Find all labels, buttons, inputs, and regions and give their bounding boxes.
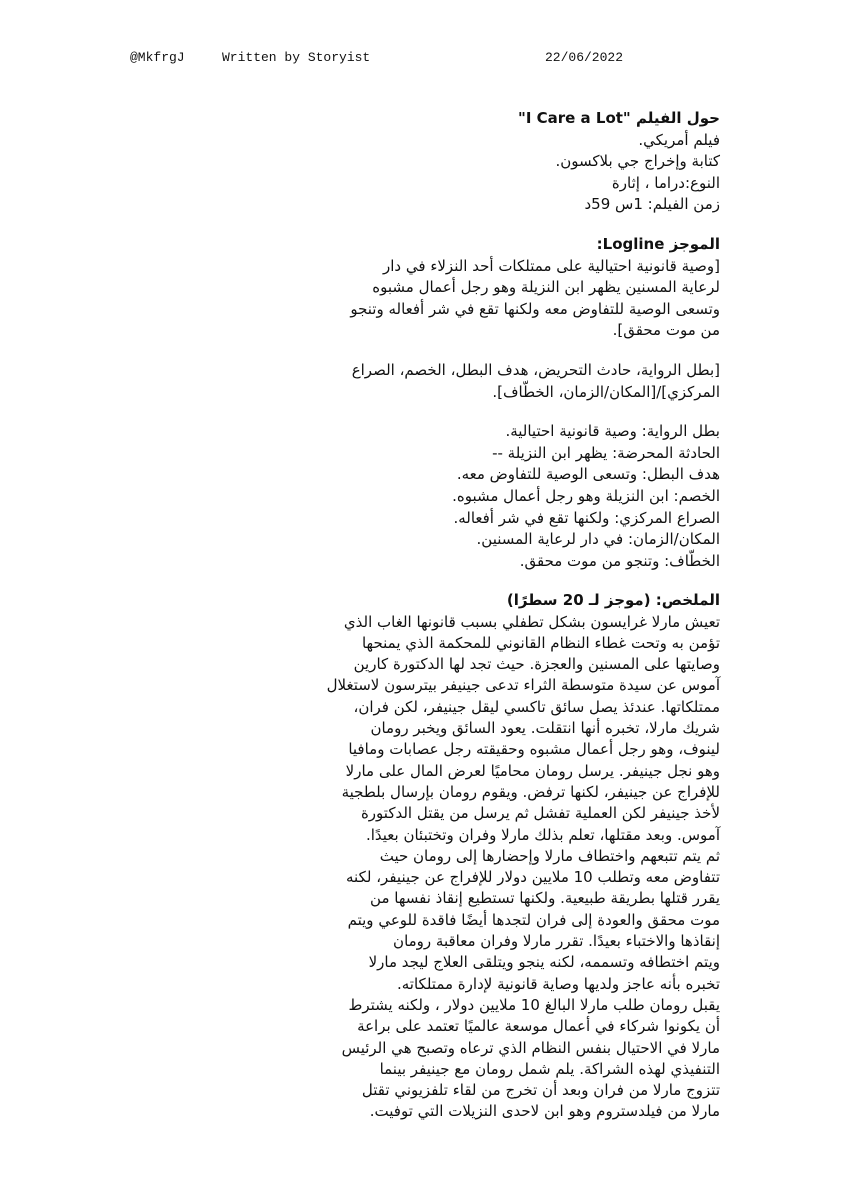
summary-line: تخبره بأنه عاجز ولديها وصاية قانونية لإدارة ممتلكاته.: [397, 974, 720, 993]
breakdown-line: الصراع المركزي: ولكنها تقع في شر أفعاله.: [453, 508, 720, 527]
summary-line: مارلا في الاحتيال بنفس النظام الذي ترعاه وتصبح هي الرئيس: [341, 1038, 720, 1057]
summary-line: يقرر قتلها بطريقة طبيعية. ولكنها تستطيع إنقاذ نفسها من: [370, 889, 720, 908]
summary-line: شريك مارلا، تخبره أنها انتقلت. يعود السائق ويخبر رومان: [370, 719, 720, 738]
breakdown-line: الحادثة المحرضة: يظهر ابن النزيلة --: [492, 443, 720, 462]
page-header: [130, 50, 730, 72]
summary-line: موت محقق والعودة إلى فران لتجدها أيضًا فاقدة للوعي ويتم: [347, 910, 720, 929]
summary-line: وهو نجل جينيفر. يرسل رومان محاميًا لعرض المال على مارلا: [345, 761, 720, 780]
author-handle: @MkfrgJ: [130, 50, 185, 65]
breakdown-line: هدف البطل: وتسعى الوصية للتفاوض معه.: [456, 465, 720, 484]
about-line: فيلم أمريكي.: [638, 130, 720, 149]
summary-line: تتفاوض معه وتطلب 10 ملايين دولار للإفراج عن جينيفر، لكنه: [346, 868, 720, 887]
logline-line: وتسعى الوصية للتفاوض معه ولكنها تقع في شر أفعاله وتنجو: [350, 299, 720, 318]
summary-line: ويتم اختطافه وتسممه، لكنه ينجو ويتلقى العلاج ليجد مارلا: [368, 953, 720, 972]
written-by-label: Written by Storyist: [222, 50, 371, 65]
summary-line: تؤمن به وتحت غطاء النظام القانوني للمحكمة الذي يمنحها: [361, 633, 720, 652]
about-line: زمن الفيلم: 1س 59د: [584, 195, 720, 214]
summary-line: إنقاذها والاختباء بعيدًا. تقرر مارلا وفران معاقبة رومان: [393, 932, 720, 951]
summary-line: وصايتها على المسنين والعجزة. حيث تجد لها الدكتورة كارين: [353, 655, 720, 674]
summary-line: أن يكونوا شركاء في أعمال موسعة عالميًا تعتمد على براعة: [357, 1017, 720, 1036]
about-title: حول الفيلم "I Care a Lot": [517, 109, 720, 127]
summary-line: لأخذ جينيفر لكن العملية تفشل ثم يرسل من يقتل الدكتورة: [360, 804, 720, 823]
summary-line: يقبل رومان طلب مارلا البالغ 10 ملايين دولار ، ولكنه يشترط: [348, 995, 720, 1014]
summary-line: ممتلكاتها. عندئذ يصل سائق تاكسي ليقل جينيفر، لكن فران،: [353, 697, 720, 716]
elements-line: [بطل الرواية، حادث التحريض، هدف البطل، الخصم، الصراع: [351, 360, 720, 379]
logline-line: [وصية قانونية احتيالية على ممتلكات أحد النزلاء في دار: [383, 256, 720, 275]
logline-section: [120, 234, 720, 342]
summary-line: التنفيذي لهذه الشراكة. يلم شمل رومان مع جينيفر بينما: [379, 1059, 720, 1078]
elements-line: المركزي]/[المكان/الزمان، الخطّاف].: [492, 382, 720, 401]
summary-line: ثم يتم تتبعهم واختطاف مارلا وإحضارها إلى رومان حيث: [379, 846, 720, 865]
summary-line: تتزوج مارلا من فران وبعد أن تخرج من لقاء تلفزيوني تقتل: [361, 1081, 720, 1100]
summary-section: [120, 590, 720, 1122]
about-line: كتابة وإخراج جي بلاكسون.: [555, 152, 720, 171]
summary-line: لينوف، وهو رجل أعمال مشبوه وحقيقته رجل عصابات ومافيا: [348, 740, 720, 759]
summary-heading: الملخص: (موجز لـ 20 سطرًا): [506, 591, 720, 610]
summary-line: تعيش مارلا غرايسون بشكل تطفلي بسبب قانونها الغاب الذي: [343, 612, 720, 631]
breakdown-line: المكان/الزمان: في دار لرعاية المسنين.: [476, 530, 720, 549]
summary-line: آموس عن سيدة متوسطة الثراء تدعى جينيفر بيترسون لاستغلال: [326, 676, 720, 695]
story-elements-section: [120, 360, 720, 403]
header-date: 22/06/2022: [545, 50, 624, 65]
breakdown-section: [120, 421, 720, 572]
logline-heading: الموجز Logline:: [596, 234, 720, 253]
summary-line: آموس. وبعد مقتلها، تعلم بذلك مارلا وفران وتختبئان بعيدًا.: [365, 825, 720, 844]
about-line: النوع:دراما ، إثارة: [611, 173, 720, 192]
breakdown-line: الخطّاف: وتنجو من موت محقق.: [519, 551, 720, 570]
breakdown-line: بطل الرواية: وصية قانونية احتيالية.: [505, 422, 720, 441]
logline-line: لرعاية المسنين يظهر ابن النزيلة وهو رجل أعمال مشبوه: [372, 278, 720, 297]
about-section: [120, 108, 720, 216]
document-body: [120, 108, 720, 1141]
logline-line: من موت محقق].: [612, 321, 720, 340]
breakdown-line: الخصم: ابن النزيلة وهو رجل أعمال مشبوه.: [452, 486, 720, 505]
summary-line: مارلا من فيلدستروم وهو ابن لاحدى النزيلات التي توفيت.: [369, 1102, 720, 1121]
summary-line: للإفراج عن جينيفر، لكنها ترفض. ويقوم رومان بإرسال بلطجية: [341, 782, 720, 801]
